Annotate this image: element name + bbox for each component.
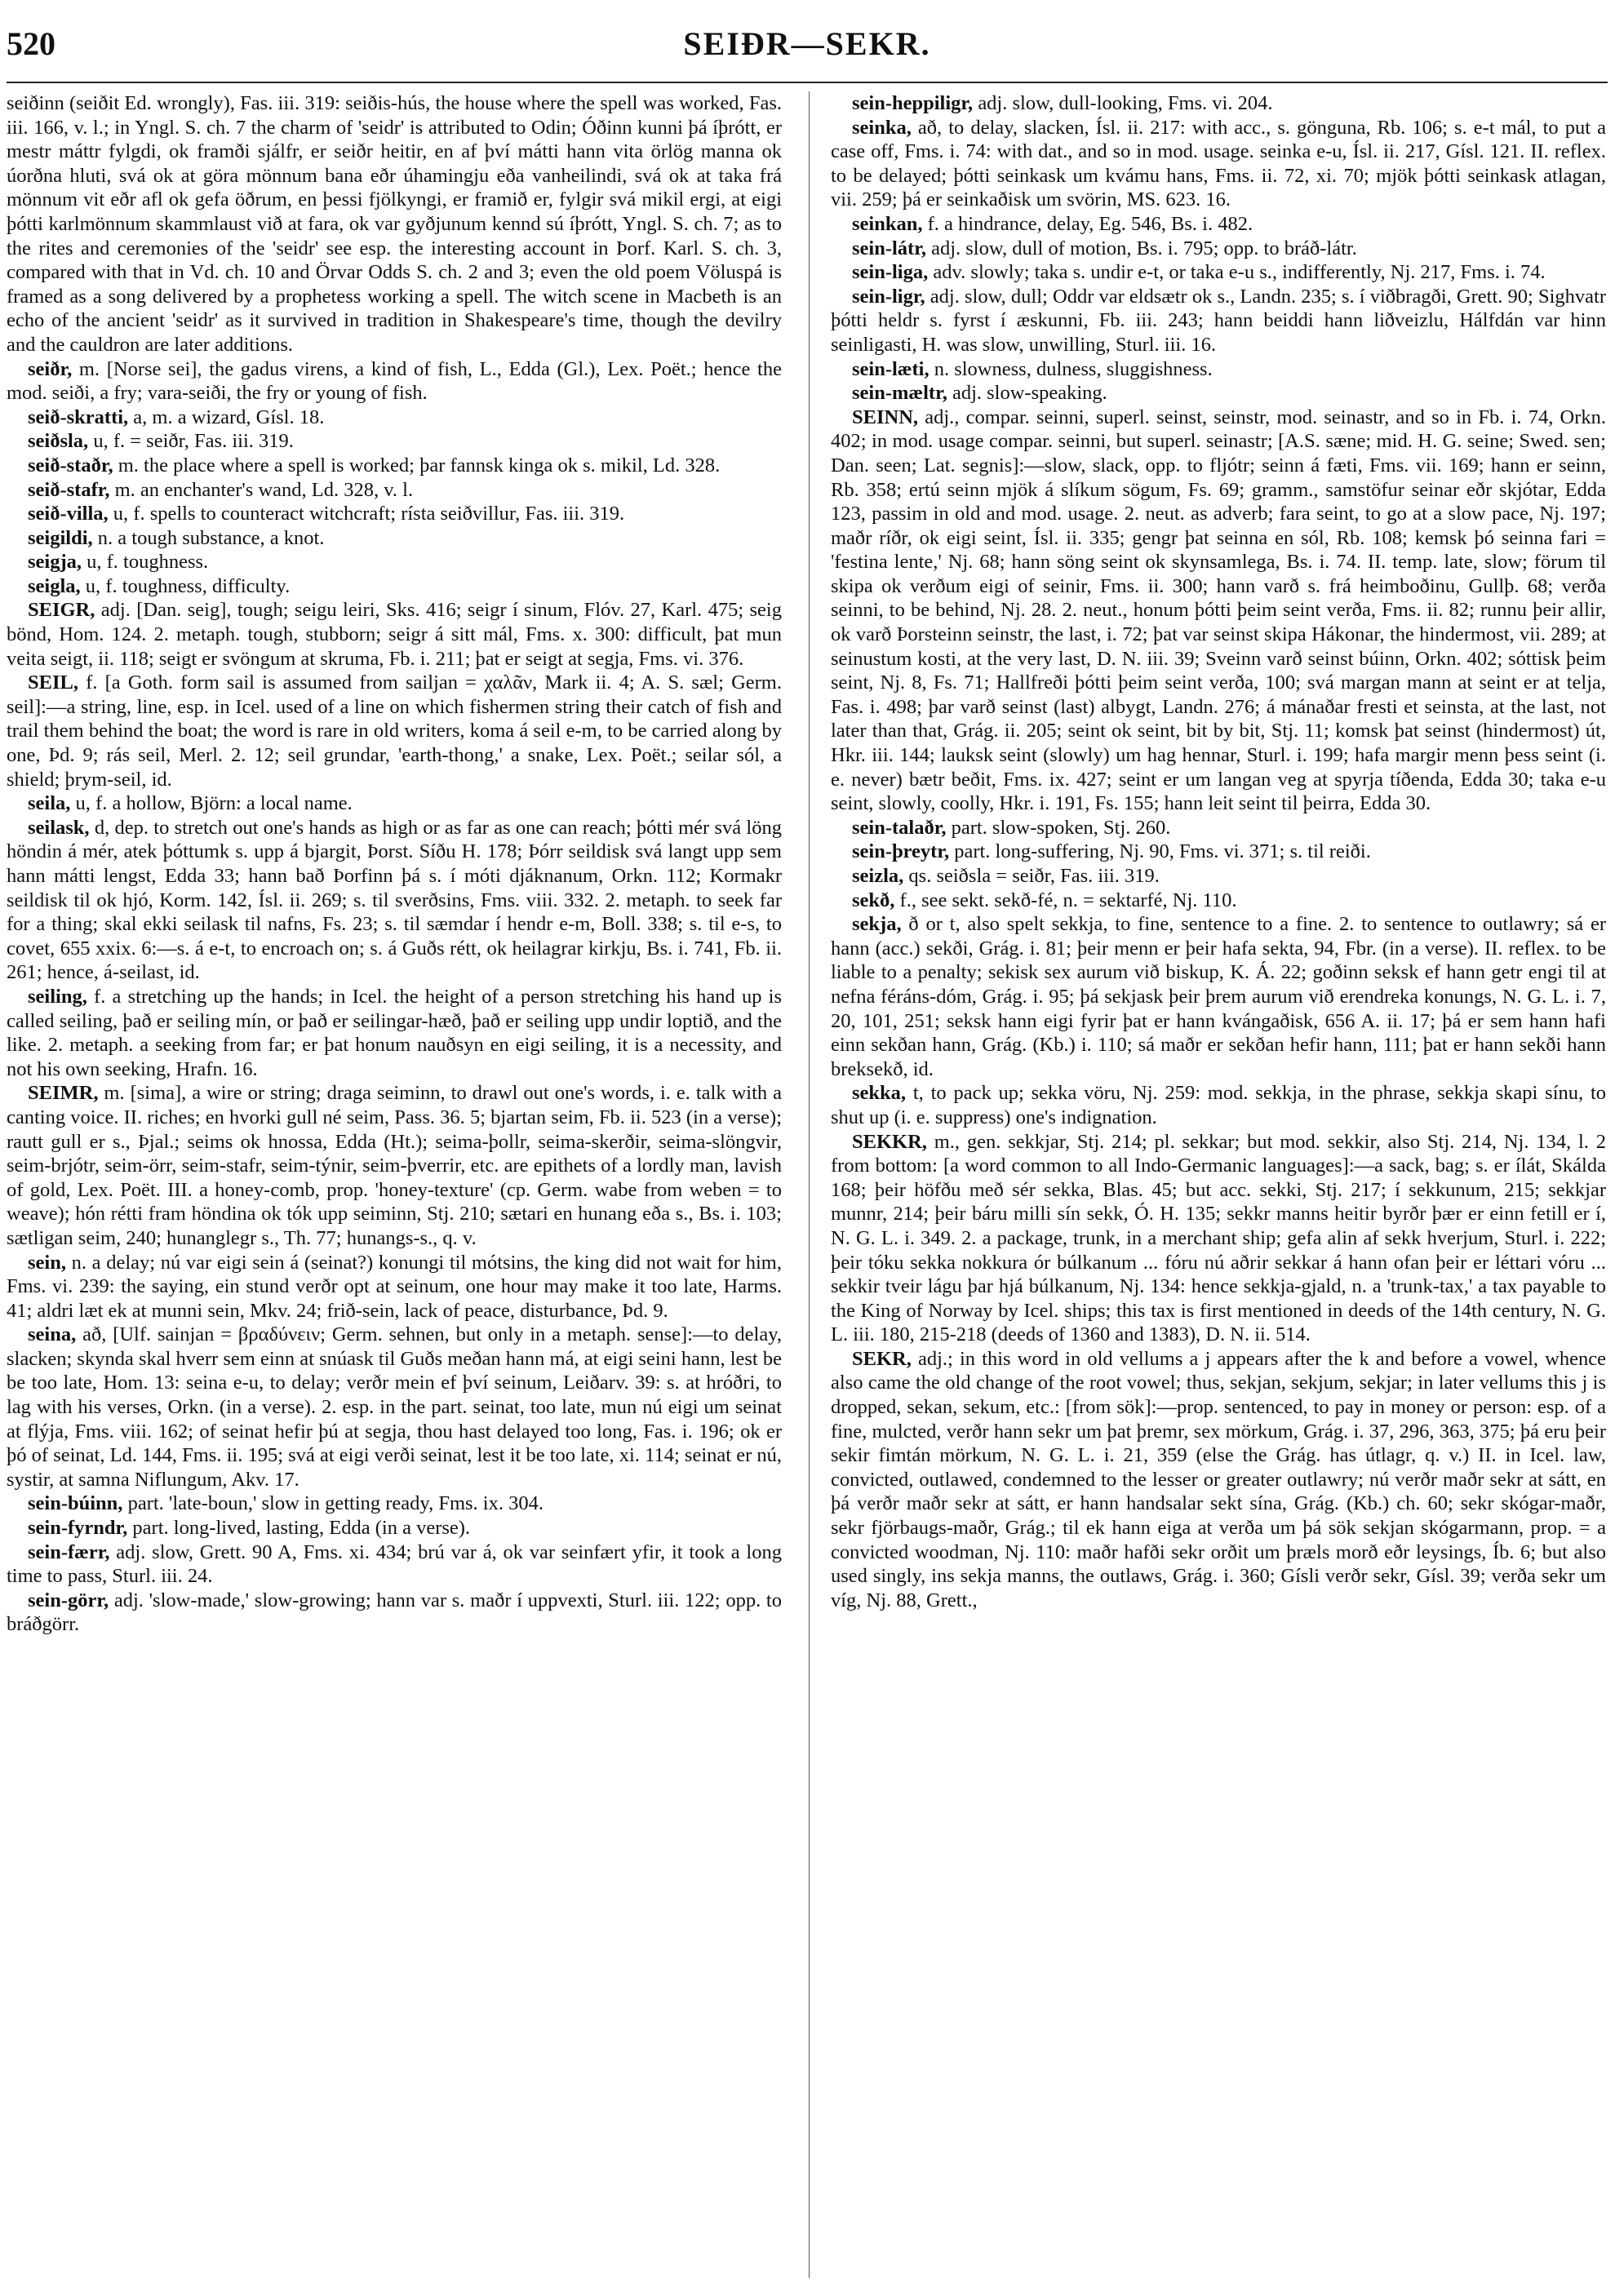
entry-text: f. a hindrance, delay, Eg. 546, Bs. i. 482. bbox=[922, 212, 1253, 235]
entry-headword: seizla, bbox=[852, 865, 904, 887]
entry-text: u, f. = seiðr, Fas. iii. 319. bbox=[88, 430, 294, 453]
entry-headword: seiling, bbox=[28, 985, 87, 1008]
entry-text: adj. slow, dull; Oddr var eldsætr ok s., Landn. 235; s. í viðbragði, Grett. 90; Sighvatr þótti heldr s. fyrst í æskunni, Fb. iii. 243; hann beiddi hann liðveizlu, Hálfdán var hinn seinligasti, H. was slow, unwilling, Sturl. iii. 16. bbox=[831, 285, 1606, 356]
entry-headword: seinkan, bbox=[852, 212, 923, 235]
entry-text: part. slow-spoken, Stj. 260. bbox=[946, 816, 1171, 839]
entry-text: ð or t, also spelt sekkja, to fine, sentence to a fine. 2. to sentence to outlawry; sá er hann (acc.) sekði, Grág. i. 81; þeir menn er þeir hafa sekta, 94, Fbr. (in a verse). II. reflex. to be liable to a penalty; sekisk sex aurum við biskup, K. Á. 22; goðinn seksk ef hann getr engi til at nefna féráns-dóm, Grág. i. 95; þá sekjask þeir þrem aurum við erendreka konungs, N. G. L. i. 7, 20, 101, 251; seksk hann eigi fyrir þat er hann kvángaðisk, 656 A. ii. 17; þá er sem hann hafi einn sekðan hann, Grág. (Kb.) i. 110; sá maðr er sekðan hefir hann, 111; þat er hann sekði hann breksekð, id. bbox=[831, 913, 1606, 1080]
dictionary-entry bbox=[7, 1540, 782, 1589]
dictionary-entry bbox=[7, 671, 782, 791]
dictionary-entry bbox=[7, 598, 782, 671]
entry-headword: SEIL, bbox=[28, 672, 78, 694]
dictionary-entry bbox=[831, 260, 1606, 285]
entry-headword: sein-talaðr, bbox=[852, 816, 947, 839]
entry-text: u, f. spells to counteract witchcraft; rísta seiðvillur, Fas. iii. 319. bbox=[108, 503, 625, 525]
entry-text: m. [Norse sei], the gadus virens, a kind of fish, L., Edda (Gl.), Lex. Poët.; hence the mod. seiði, a fry; vara-seiði, the fry or young of fish. bbox=[7, 357, 782, 405]
entry-text: m., gen. sekkjar, Stj. 214; pl. sekkar; but mod. sekkir, also Stj. 214, Nj. 134, l. 2 from bottom: [a word common to all Indo-Germanic languages]:—a sack, bag; s. er ílát, Skálda 168; þeir höfðu með sér sekka, Blas. 45; but acc. sekki, Stj. 217; í sekkunum, 215; sekkjar munnr, 214; þeir báru milli sín sekk, Ó. H. 135; sekkr manns heitir byrðr þær er einn fetill er í, N. G. L. i. 349. 2. a package, trunk, in a merchant ship; gefa alin af sekk hverjum, Sturl. i. 222; þeir tóku sekka nokkura ór búlkanum ... fóru nú aðrir sekkar á hann ofan þeir er léttari vóru ... sekkir tveir lágu þar hjá búlkanum, Nj. 134: hence sekkja-gjald, n. a 'trunk-tax,' a tax payable to the King of Norway by Icel. ships; this tax is first mentioned in deeds of the 14th century, N. G. L. iii. 180, 215-218 (deeds of 1360 and 1383), D. N. ii. 514. bbox=[831, 1130, 1606, 1346]
page-number: 520 bbox=[7, 25, 55, 62]
right-column bbox=[831, 91, 1606, 2278]
entry-text: að, [Ulf. sainjan = βραδύνειν; Germ. sehnen, but only in a metaph. sense]:—to delay, slacken; skynda skal hverr sem einn at snúask til Guðs meðan hann má, at eigi seini hann, lest be be too late, Hom. 13: seina e-u, to delay; verðr mein ef því seinum, Leiðarv. 39: s. at hróðri, to lag with his verses, Orkn. (in a verse). 2. esp. in the part. seinat, too late, mun nú eigi um seinat at flýja, Fms. viii. 162; of seinat hefir þú at segja, thou hast delayed too long, Fas. i. 196; ok er þó of seinat, Ld. 144, Fms. ii. 195; svá at eigi verði seinat, lest it be too late, xi. 114; seinat er nú, systir, at samna Niflungum, Akv. 17. bbox=[7, 1323, 782, 1491]
entry-headword: sein-þreytr, bbox=[852, 840, 950, 863]
entry-headword: seigja, bbox=[28, 551, 82, 574]
dictionary-entry bbox=[831, 912, 1606, 1081]
entry-headword: sekja, bbox=[852, 913, 902, 936]
dictionary-entry bbox=[7, 502, 782, 526]
entry-text: qs. seiðsla = seiðr, Fas. iii. 319. bbox=[903, 865, 1160, 887]
dictionary-entry bbox=[7, 1323, 782, 1492]
entry-text: a, m. a wizard, Gísl. 18. bbox=[128, 406, 325, 428]
entry-headword: seinka, bbox=[852, 116, 912, 139]
entry-text: adj.; in this word in old vellums a j appears after the k and before a vowel, whence also came the old change of the root vowel; thus, sekjan, sekjum, sekjar; in later vellums this j is dropped, sekan, sekum, etc.: [from sök]:—prop. sentenced, to pay in money or person: esp. of a fine, mulcted, verðr hann sekr um þat þremr, sex mörkum, Grág. i. 37, 296, 363, 375; þá eru þeir sekir fimtán mörkum, N. G. L. i. 21, 359 (else the Grág. has útlagr, q. v.) II. in Icel. law, convicted, outlawed, condemned to the lesser or greater outlawry; nú verðr maðr sekr at sátt, en þá verðr maðr sekr at sátt, er hann handsalar sekt sína, Grág. (Kb.) ch. 60; sekr skógar-maðr, sekr fjörbaugs-maðr, Grág.; til ek hann eiga at verða um þá sök sekjan skógarmann, prop. = a convicted woodman, Nj. 110: maðr hafði sekr orðit um þræls morð eðr leysings, Íb. 6; but also used singly, ins sekja manns, the outlaws, Grág. i. 360; Gísli verðr sekr, Gísl. 39; verða sekr um víg, Nj. 88, Grett., bbox=[831, 1347, 1606, 1611]
entry-headword: sekð, bbox=[852, 889, 895, 911]
dictionary-entry bbox=[7, 1492, 782, 1516]
entry-headword: sein-fyrndr, bbox=[28, 1517, 128, 1540]
entry-headword: SEIGR, bbox=[28, 599, 95, 622]
dictionary-entry bbox=[7, 791, 782, 816]
entry-text: d, dep. to stretch out one's hands as high or as far as one can reach; þótti mér svá löng höndin á mér, atek þóttumk s. upp á bjargit, Þorst. Síðu H. 178; Þórr seildisk svá langt upp sem hann mátti lengst, Edda 33; hann bað Þorfinn þá s. í móti djáknanum, Orkn. 112; Kormakr seildisk til ok hjó, Korm. 142, Ísl. ii. 269; s. til sverðsins, Fms. viii. 332. 2. metaph. to seek far for a thing; skal ekki seilask til nafns, Fs. 23; s. til sæmdar í hendr e-m, Boll. 338; s. til e-s, to covet, 655 xxix. 6:—s. á e-t, to encroach on; s. á Guðs rétt, ok heilagrar kirkju, Bs. i. 741, Fb. ii. 261; hence, á-seilast, id. bbox=[7, 816, 782, 984]
dictionary-entry bbox=[7, 550, 782, 574]
entry-headword: seið-staðr, bbox=[28, 454, 113, 476]
entry-text: f., see sekt. sekð-fé, n. = sektarfé, Nj. 110. bbox=[894, 889, 1237, 911]
dictionary-entry bbox=[7, 816, 782, 985]
entry-headword: sein, bbox=[28, 1251, 66, 1274]
entry-headword: sein-ligr, bbox=[852, 285, 925, 308]
dictionary-entry bbox=[7, 357, 782, 406]
entry-headword: SEKR, bbox=[852, 1347, 912, 1370]
entry-text: adv. slowly; taka s. undir e-t, or taka e-u s., indifferently, Nj. 217, Fms. i. 74. bbox=[928, 261, 1546, 284]
entry-headword: sein-liga, bbox=[852, 261, 929, 284]
entry-headword: seið-villa, bbox=[28, 503, 109, 525]
entry-headword: seiðr, bbox=[28, 357, 73, 380]
entry-headword: sein-búinn, bbox=[28, 1492, 123, 1515]
dictionary-entry bbox=[7, 574, 782, 599]
column-divider bbox=[809, 91, 810, 2278]
entry-headword: SEKKR, bbox=[852, 1130, 927, 1153]
entry-text: t, to pack up; sekka vöru, Nj. 259: mod. sekkja, in the phrase, sekkja skapi sínu, to shut up (i. e. suppress) one's indignation. bbox=[831, 1082, 1606, 1128]
entry-headword: SEIMR, bbox=[28, 1082, 99, 1105]
entry-text: adj. slow, dull-looking, Fms. vi. 204. bbox=[973, 92, 1273, 114]
entry-text: adj. slow, Grett. 90 A, Fms. xi. 434; brú var á, ok var seinfært yfir, it took a long time to pass, Sturl. iii. 24. bbox=[7, 1540, 782, 1588]
entry-text: n. slowness, dulness, sluggishness. bbox=[929, 357, 1213, 380]
entry-headword: sein-heppiligr, bbox=[852, 92, 974, 114]
entry-text: f. a stretching up the hands; in Icel. the height of a person stretching his hand up is called seiling, það er seiling mín, or það er seilingar-hæð, það er seiling upp undir loptið, and the like. 2. metaph. a seeking from far; er þat honum nauðsyn en eigi seiling, it is a necessity, and not his own seeking, Hrafn. 16. bbox=[7, 985, 782, 1080]
dictionary-entry bbox=[831, 212, 1606, 237]
entry-text: adj. 'slow-made,' slow-growing; hann var s. maðr í uppvexti, Sturl. iii. 122; opp. to bráðgörr. bbox=[7, 1589, 782, 1636]
dictionary-entry bbox=[7, 526, 782, 551]
entry-text: m. the place where a spell is worked; þar fannsk kinga ok s. mikil, Ld. 328. bbox=[113, 454, 721, 476]
entry-text: u, f. a hollow, Björn: a local name. bbox=[70, 792, 353, 815]
dictionary-entry bbox=[831, 285, 1606, 357]
entry-text: part. long-suffering, Nj. 90, Fms. vi. 371; s. til reiði. bbox=[949, 840, 1371, 863]
dictionary-entry bbox=[831, 840, 1606, 864]
entry-text: n. a tough substance, a knot. bbox=[92, 526, 325, 549]
entry-headword: seilask, bbox=[28, 816, 90, 839]
entry-text: u, f. toughness, difficulty. bbox=[80, 574, 291, 597]
dictionary-entry bbox=[7, 406, 782, 430]
entry-headword: seila, bbox=[28, 792, 71, 815]
dictionary-entry bbox=[831, 1130, 1606, 1347]
dictionary-entry bbox=[831, 864, 1606, 889]
entry-headword: seigildi, bbox=[28, 526, 93, 549]
dictionary-entry bbox=[831, 1347, 1606, 1613]
entry-text: adj., compar. seinni, superl. seinst, seinstr, mod. seinastr, and so in Fb. i. 74, Orkn. 402; in mod. usage compar. seinni, but superl. seinastr; [A.S. sæne; mid. H. G. seine; Swed. sen; Dan. seen; Lat. segnis]:—slow, slack, opp. to fljótr; seinn á fæti, Fms. vii. 169; hann er seinn, Rb. 358; ertú seinn mjök á slíkum sögum, Fs. 69; gramm., samstöfur seinar eðr skjótar, Edda 123, passim in old and mod. usage. 2. neut. as adverb; fara seint, to go at a slow pace, Nj. 197; maðr ríðr, ok eigi seint, Ísl. ii. 335; gengr þat seinna en sól, Rb. 108; kemsk þó seinna fari = 'festina lente,' Nj. 68; hann söng seint ok skynsamlega, Bs. i. 74. II. temp. late, slow; förum til skipa ok verðum eigi of seinir, Fms. ii. 300; hann varð s. frá heimboðinu, Gullþ. 68; verða seinni, to be behind, Nj. 28. 2. neut., honum þótti þeim seint verða, Fms. ii. 82; runnu þeir allir, ok varð Þorsteinn seinstr, the last, i. 72; þat var seinst skipa Hákonar, the hindermost, vii. 289; at seinustum kosti, at the very last, D. N. iii. 39; Sveinn varð seinst búinn, Orkn. 402; sóttisk þeim seint, Nj. 8, Fs. 71; Hallfreði þótti þeim seint verða, 100; svá margan mann at seint er at telja, Fas. i. 498; þar varð seinst (last) albygt, Landn. 276; á mánaðar fresti et seinsta, at the last, not later than that, Grág. ii. 205; seint ok seint, bit by bit, Stj. 11; komsk þat seinst (hindermost) út, Hkr. iii. 144; lauksk seint (slowly) um hag hennar, Sturl. i. 199; hafa margir menn þess seint (i. e. never) bætr beðit, Fms. ix. 427; seint er um langan veg at spyrja tíðenda, Edda 30; taka e-u seint, slowly, coolly, Hkr. i. 191, Fs. 155; hann leit seint til þeirra, Edda 30. bbox=[831, 406, 1606, 815]
entry-headword: seigla, bbox=[28, 574, 81, 597]
entry-text: m. [sima], a wire or string; draga seiminn, to drawl out one's words, i. e. talk with a canting voice. II. riches; en hvorki gull né seim, Pass. 36. 5; bjartan seim, Fb. ii. 523 (in a verse); rautt gull er s., Þjal.; seims ok hnossa, Edda (Ht.); seima-þollr, seima-skerðir, seima-slöngvir, seim-brjótr, seim-örr, seim-stafr, seim-týnir, seim-þverrir, etc. are epithets of a lordly man, lavish of gold, Lex. Poët. III. a honey-comb, prop. 'honey-texture' (cp. Germ. wabe from weben = to weave); hón rétti fram höndina ok tók upp seiminn, Stj. 210; sætari en hunang eða s., Bs. i. 103; sætligan seim, 240; hunanglegr s., Th. 77; hunangs-s., q. v. bbox=[7, 1082, 782, 1249]
dictionary-entry bbox=[7, 91, 782, 357]
dictionary-entry bbox=[831, 381, 1606, 406]
page-title: SEIÐR—SEKR. bbox=[683, 25, 931, 62]
entry-headword: seina, bbox=[28, 1323, 77, 1346]
dictionary-entry bbox=[7, 478, 782, 503]
entry-text: adj. [Dan. seig], tough; seigu leiri, Sks. 416; seigr í sinum, Flóv. 27, Karl. 475; seig bönd, Hom. 124. 2. metaph. tough, stubborn; seigr á sitt mál, Fms. x. 300: difficult, þat mun veita seigt, ii. 118; seigt er svöngum at skruma, Fb. i. 211; þat er seigt at segja, Fms. vi. 376. bbox=[7, 599, 782, 670]
header-rule bbox=[7, 82, 1608, 83]
entry-text: að, to delay, slacken, Ísl. ii. 217: with acc., s. gönguna, Rb. 106; s. e-t mál, to put a case off, Fms. i. 74: with dat., and so in mod. usage. seinka e-u, Ísl. ii. 217, Gísl. 121. II. reflex. to be delayed; þótti seinkask um kvámu hans, Fms. ii. 72, xi. 70; mjök þótti seinkask atlagan, vii. 259; þá er seinkaðisk um svörin, MS. 623. 16. bbox=[831, 116, 1606, 211]
dictionary-entry bbox=[831, 116, 1606, 212]
entry-headword: sein-mæltr, bbox=[852, 382, 947, 405]
entry-headword: seið-skratti, bbox=[28, 406, 129, 428]
dictionary-entry bbox=[831, 816, 1606, 840]
dictionary-entry bbox=[831, 1081, 1606, 1129]
entry-text: adj. slow-speaking. bbox=[947, 382, 1107, 405]
entry-text: f. [a Goth. form sail is assumed from sailjan = χαλᾶν, Mark ii. 4; A. S. sæl; Germ. seil]:—a string, line, esp. in Icel. used of a line on which fishermen string their catch of fish and trail them behind the boat; the word is rare in old writers, koma á seil e-m, to be carried along by one, Þd. 9; rás seil, Merl. 2. 12; seil grundar, 'earth-thong,' a snake, Lex. Poët.; seilar sól, a shield; þrym-seil, id. bbox=[7, 672, 782, 791]
entry-headword: seiðsla, bbox=[28, 430, 89, 453]
dictionary-entry bbox=[7, 1081, 782, 1250]
entry-headword: sein-látr, bbox=[852, 237, 926, 259]
entry-text: part. long-lived, lasting, Edda (in a verse). bbox=[127, 1517, 471, 1540]
entry-headword: seið-stafr, bbox=[28, 478, 110, 501]
entry-headword: sein-færr, bbox=[28, 1540, 110, 1563]
dictionary-entry bbox=[7, 1251, 782, 1323]
entry-text: n. a delay; nú var eigi sein á (seinat?) konungi til mótsins, the king did not wait for him, Fms. vi. 239: the saying, ein stund verðr opt at seinum, one hour may make it too late, Harms. 41; aldri læt ek at munni sein, Mkv. 24; frið-sein, lack of peace, disturbance, Þd. 9. bbox=[7, 1251, 782, 1322]
entry-headword: sekka, bbox=[852, 1082, 907, 1105]
entry-text: u, f. toughness. bbox=[82, 551, 209, 574]
dictionary-entry bbox=[7, 454, 782, 478]
page-header bbox=[7, 24, 1608, 73]
dictionary-entry bbox=[831, 357, 1606, 382]
left-column bbox=[7, 91, 782, 2278]
entry-headword: sein-læti, bbox=[852, 357, 930, 380]
entry-text: adj. slow, dull of motion, Bs. i. 795; opp. to bráð-látr. bbox=[925, 237, 1357, 259]
entry-text: part. 'late-boun,' slow in getting ready, Fms. ix. 304. bbox=[122, 1492, 544, 1515]
dictionary-entry bbox=[7, 985, 782, 1081]
entry-headword: sein-görr, bbox=[28, 1589, 109, 1611]
dictionary-entry bbox=[831, 91, 1606, 116]
dictionary-entry bbox=[7, 429, 782, 454]
dictionary-entry bbox=[831, 406, 1606, 816]
dictionary-entry bbox=[7, 1516, 782, 1540]
entry-text: m. an enchanter's wand, Ld. 328, v. l. bbox=[109, 478, 414, 501]
entry-text: seiðinn (seiðit Ed. wrongly), Fas. iii. 319: seiðis-hús, the house where the spell was worked, Fas. iii. 166, v. l.; in Yngl. S. ch. 7 the charm of 'seidr' is attributed to Odin; Óðinn kunni þá íþrótt, er mestr máttr fylgdi, ok framði sjálfr, er seiðr heitir, en af því mátti hann vita örlög manna ok úorðna hluti, svá ok at göra mönnum bana eðr úhamingju eða vanheilindi, svá ok at taka frá mönnum vit eðr afl ok gefa öðrum, en þessi fjölkyngi, er framið er, fylgir svá mikil ergi, at eigi þótti karlmönnum skammlaust við at fara, ok var gyðjunum kennd sú íþrótt, Yngl. S. ch. 7; as to the rites and ceremonies of the 'seidr' see esp. the interesting account in Þorf. Karl. S. ch. 3, compared with that in Vd. ch. 10 and Örvar Odds S. ch. 2 and 3; even the old poem Völuspá is framed as a song delivered by a prophetess working a spell. The witch scene in Macbeth is an echo of the ancient 'seidr' as it survived in tradition in Shakespeare's time, though the devilry and the cauldron are later additions. bbox=[7, 92, 782, 356]
dictionary-entry bbox=[831, 889, 1606, 913]
entry-headword: SEINN, bbox=[852, 406, 919, 428]
dictionary-entry bbox=[7, 1589, 782, 1637]
dictionary-entry bbox=[831, 237, 1606, 261]
